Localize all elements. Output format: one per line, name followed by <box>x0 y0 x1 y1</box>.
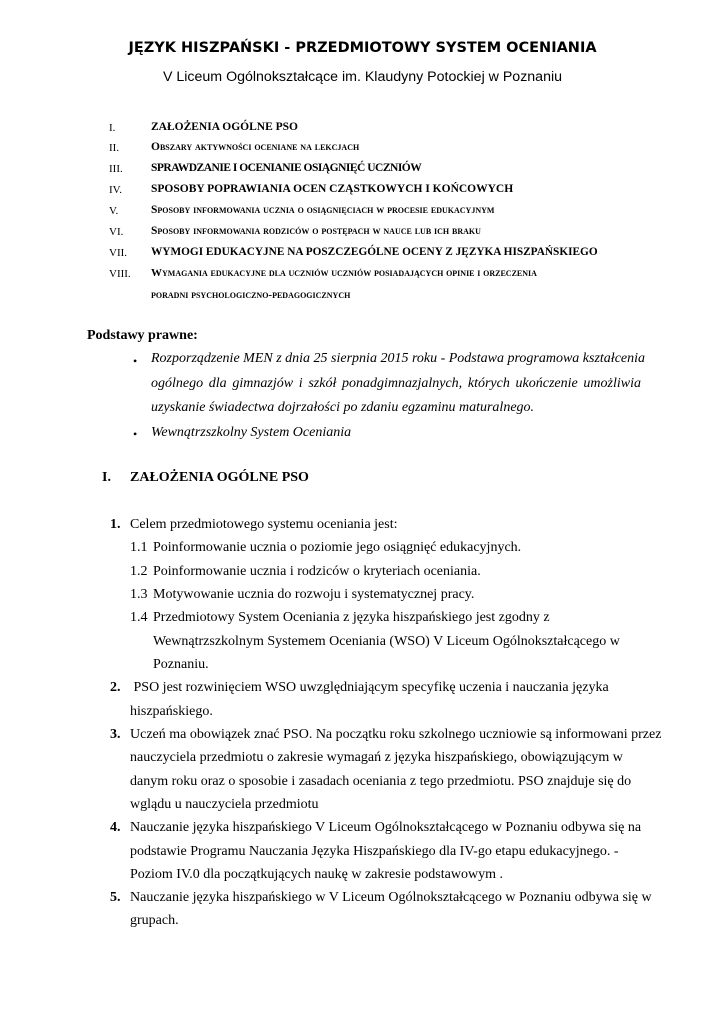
page-title: JĘZYK HISZPAŃSKI - PRZEDMIOTOWY SYSTEM OCENIANIA <box>128 40 597 56</box>
legal-item-line: Rozporządzenie MEN z dnia 25 sierpnia 2015 roku - Podstawa programowa kształcenia <box>151 351 646 366</box>
toc-number: VI. <box>109 226 124 238</box>
paragraph-text: Nauczanie języka hiszpańskiego V Liceum Ogólnokształcącego w Poznaniu odbywa się na <box>130 820 642 835</box>
toc-item: SPOSOBY POPRAWIANIA OCEN CZĄSTKOWYCH I KOŃCOWYCH <box>151 183 514 195</box>
paragraph-text: Nauczanie języka hiszpańskiego w V Liceum Ogólnokształcącego w Poznaniu odbywa się w <box>130 890 652 905</box>
sub-text: Przedmiotowy System Oceniania z języka hiszpańskiego jest zgodny z <box>153 610 550 625</box>
sub-text: Poinformowanie ucznia o poziomie jego osiągnięć edukacyjnych. <box>153 540 522 555</box>
toc-number: III. <box>109 163 123 175</box>
paragraph-text: Uczeń ma obowiązek znać PSO. Na początku roku szkolnego uczniowie są informowani przez <box>130 727 662 742</box>
toc-number: VII. <box>109 247 128 259</box>
toc-number: IV. <box>109 184 122 196</box>
sub-text: Poznaniu. <box>153 657 209 672</box>
toc-item-continued: poradni psychologiczno-pedagogicznych <box>151 289 351 301</box>
toc-item: Wymagania edukacyjne dla uczniów uczniów posiadających opinie i orzeczenia <box>151 267 537 279</box>
paragraph-text: podstawie Programu Nauczania Języka Hiszpańskiego dla IV-go etapu edukacyjnego. - <box>130 844 619 859</box>
page-subtitle: V Liceum Ogólnokształcące im. Klaudyny Potockiej w Poznaniu <box>162 69 563 85</box>
toc-number: II. <box>109 142 120 154</box>
legal-item: Wewnątrzszkolny System Oceniania <box>151 425 352 440</box>
paragraph-text: grupach. <box>130 913 179 928</box>
paragraph-text: Celem przedmiotowego systemu oceniania jest: <box>130 517 398 532</box>
toc-item: SPRAWDZANIE I OCENIANIE OSIĄGNIĘĆ UCZNIÓW <box>151 162 422 174</box>
sub-text: Poinformowanie ucznia i rodziców o kryteriach oceniania. <box>153 564 481 579</box>
section-number: I. <box>102 470 111 485</box>
sub-number: 1.2 <box>130 564 148 579</box>
paragraph-text: danym roku oraz o sposobie i zasadach oceniania z tego przedmiotu. PSO znajduje się do <box>130 774 632 789</box>
sub-number: 1.4 <box>130 610 148 625</box>
toc-number: V. <box>109 205 119 217</box>
paragraph-number: 3. <box>110 727 121 742</box>
sub-number: 1.1 <box>130 540 148 555</box>
paragraph-number: 1. <box>110 517 121 532</box>
sub-text: Motywowanie ucznia do rozwoju i systematycznej pracy. <box>153 587 475 602</box>
bullet-icon: • <box>133 427 138 441</box>
toc-item: Obszary aktywności oceniane na lekcjach <box>151 141 360 153</box>
legal-item-line: ogólnego dla gimnazjów i szkół ponadgimnazjalnych, których ukończenie umożliwia <box>151 376 641 391</box>
toc-item: ZAŁOŻENIA OGÓLNE PSO <box>151 121 298 133</box>
legal-item-line: uzyskanie świadectwa dojrzałości po zdaniu egzaminu maturalnego. <box>151 400 535 415</box>
paragraph-number: 4. <box>110 820 121 835</box>
paragraph-text: nauczyciela przedmiotu o zakresie wymagań z języka hiszpańskiego, obowiązującym w <box>130 750 623 765</box>
section-heading: ZAŁOŻENIA OGÓLNE PSO <box>130 470 309 485</box>
toc-number: VIII. <box>109 268 131 280</box>
legal-basis-heading: Podstawy prawne: <box>87 328 198 343</box>
bullet-icon: • <box>133 354 138 368</box>
paragraph-text: PSO jest rozwinięciem WSO uwzględniającym specyfikę uczenia i nauczania języka <box>130 680 609 695</box>
toc-item: Sposoby informowania rodziców o postępach w nauce lub ich braku <box>151 225 481 237</box>
toc-item: WYMOGI EDUKACYJNE NA POSZCZEGÓLNE OCENY Z JĘZYKA HISZPAŃSKIEGO <box>151 246 598 258</box>
paragraph-text: Poziom IV.0 dla początkujących naukę w zakresie podstawowym . <box>130 867 503 882</box>
sub-text: Wewnątrzszkolnym Systemem Oceniania (WSO) V Liceum Ogólnokształcącego w <box>153 634 620 649</box>
paragraph-number: 5. <box>110 890 121 905</box>
paragraph-number: 2. <box>110 680 121 695</box>
toc-number: I. <box>109 122 116 134</box>
toc-item: Sposoby informowania ucznia o osiągnięciach w procesie edukacyjnym <box>151 204 495 216</box>
paragraph-text: wglądu u nauczyciela przedmiotu <box>130 797 319 812</box>
paragraph-text: hiszpańskiego. <box>130 704 213 719</box>
sub-number: 1.3 <box>130 587 148 602</box>
